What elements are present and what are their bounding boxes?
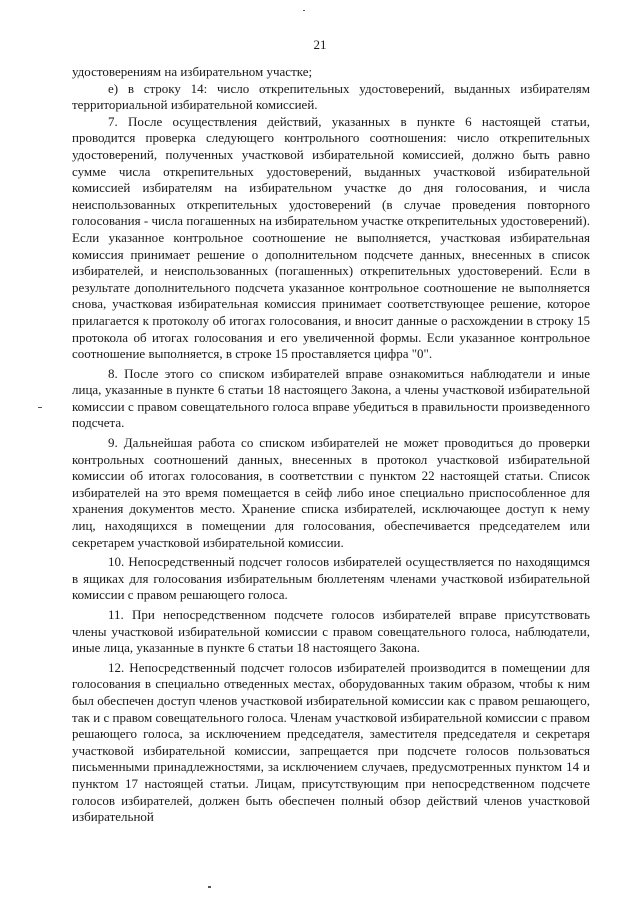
document-body <box>72 64 590 826</box>
paragraph: 12. Непосредственный подсчет голосов избирателей производится в помещении для голосования в специально отведенных местах, оборудованных таким образом, чтобы к ним был обеспечен доступ членов участковой избирательной комиссии как с правом решающего, так и с правом совещательного голоса. Членам участковой избирательной комиссии с правом решающего голоса, за исключением председателя, заместителя председателя и секретаря участковой избирательной комиссии, запрещается при подсчете голосов пользоваться письменными принадлежностями, за исключением случаев, предусмотренных пунктом 14 и пунктом 17 настоящей статьи. Лицам, присутствующим при непосредственном подсчете голосов избирателей, должен быть обеспечен полный обзор действий членов участковой избирательной <box>72 659 590 825</box>
paragraph: 8. После этого со списком избирателей вправе ознакомиться наблюдатели и иные лица, указанные в пункте 6 статьи 18 настоящего Закона, а члены участковой избирательной комиссии с правом совещательного голоса вправе убедиться в правильности произведенного подсчета. <box>72 365 590 431</box>
scan-speck <box>303 10 305 11</box>
paragraph: е) в строку 14: число открепительных удостоверений, выданных избирателям территориальной избирательной комиссией. <box>72 80 590 113</box>
scan-speck <box>38 407 42 408</box>
paragraph: 7. После осуществления действий, указанных в пункте 6 настоящей статьи, проводится проверка следующего контрольного соотношения: число открепительных удостоверений, полученных участковой избирательной комиссией, должно быть равно сумме числа открепительных удостоверений, выданных участковой избирательной комиссией избирателям на избирательном участке до дня голосования, и числа неиспользованных открепительных удостоверений (в случае проведения повторного голосования - числа погашенных на избирательном участке открепительных удостоверений). Если указанное контрольное соотношение не выполняется, участковая избирательная комиссия принимает решение о дополнительном подсчете данных, внесенных в список избирателей, и неиспользованных (погашенных) открепительных удостоверений. Если в результате дополнительного подсчета указанное контрольное соотношение не выполняется снова, участковая избирательная комиссия принимает соответствующее решение, которое прилагается к протоколу об итогах голосования, и вносит данные о расхождении в строку 15 протокола об итогах голосования и его увеличенной формы. Если указанное контрольное соотношение выполняется, в строке 15 проставляется цифра "0". <box>72 113 590 362</box>
scan-speck <box>208 886 211 888</box>
paragraph: 10. Непосредственный подсчет голосов избирателей осуществляется по находящимся в ящиках для голосования избирательным бюллетеням членами участковой избирательной комиссии с правом решающего голоса. <box>72 554 590 603</box>
page-number: 21 <box>313 37 327 52</box>
paragraph: 9. Дальнейшая работа со списком избирателей не может проводиться до проверки контрольных соотношений данных, внесенных в протокол участковой избирательной комиссии об итогах голосования, в соответствии с пунктом 22 настоящей статьи. Список избирателей на это время помещается в сейф либо иное специально приспособленное для хранения документов место. Хранение списка избирателей, исключающее доступ к нему лиц, находящихся в помещении для голосования, обеспечивается председателем или секретарем участковой избирательной комиссии. <box>72 435 590 550</box>
paragraph: удостоверениям на избирательном участке; <box>72 64 313 79</box>
paragraph: 11. При непосредственном подсчете голосов избирателей вправе присутствовать члены участковой избирательной комиссии с правом совещательного голоса, наблюдатели, иные лица, указанные в пункте 6 статьи 18 настоящего Закона. <box>72 607 590 656</box>
